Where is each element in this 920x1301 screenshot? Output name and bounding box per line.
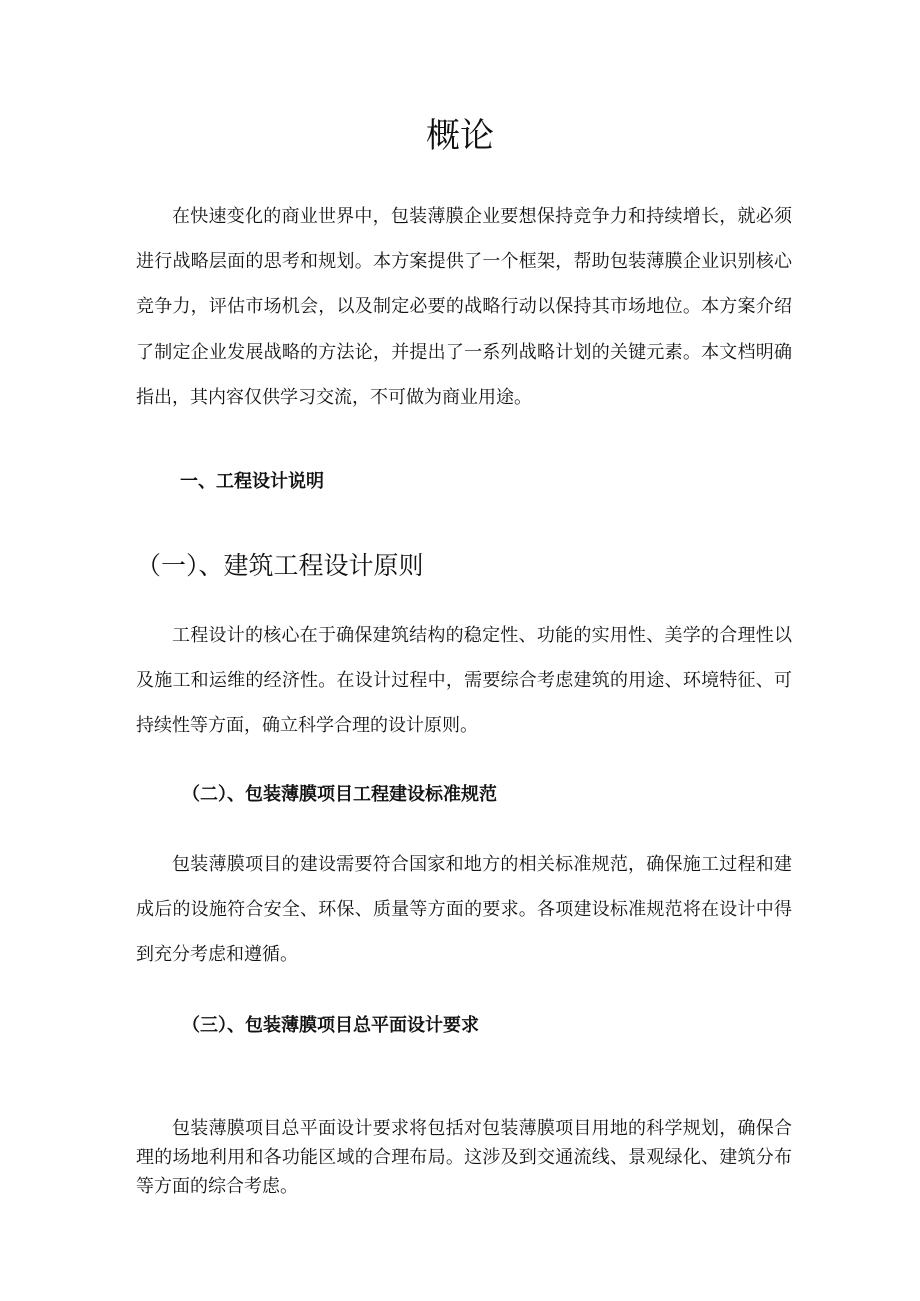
- document-title: 概论: [426, 116, 494, 156]
- subsection-heading-2: （二）、包装薄膜项目工程建设标准规范: [182, 784, 497, 805]
- subsection-heading-3: （三）、包装薄膜项目总平面设计要求: [182, 1015, 479, 1036]
- subsection-heading-1: （一）、建筑工程设计原则: [136, 551, 424, 580]
- subsection-body-3: 包装薄膜项目总平面设计要求将包括对包装薄膜项目用地的科学规划，确保合理的场地利用和各功能区域的合理布局。这涉及到交通流线、景观绿化、建筑分布等方面的综合考虑。: [136, 1118, 792, 1197]
- subsection-body-2: 包装薄膜项目的建设需要符合国家和地方的相关标准规范，确保施工过程和建成后的设施符合安全、环保、质量等方面的要求。各项建设标准规范将在设计中得到充分考虑和遵循。: [136, 854, 792, 966]
- section-heading: 一、工程设计说明: [180, 471, 324, 492]
- subsection-body-1: 工程设计的核心在于确保建筑结构的稳定性、功能的实用性、美学的合理性以及施工和运维的经济性。在设计过程中，需要综合考虑建筑的用途、环境特征、可持续性等方面，确立科学合理的设计原则。: [136, 625, 792, 737]
- intro-paragraph: 在快速变化的商业世界中，包装薄膜企业要想保持竞争力和持续增长，就必须进行战略层面的思考和规划。本方案提供了一个框架，帮助包装薄膜企业识别核心竞争力，评估市场机会，以及制定必要的战略行动以保持其市场地位。本方案介绍了制定企业发展战略的方法论，并提出了一系列战略计划的关键元素。本文档明确指出，其内容仅供学习交流，不可做为商业用途。: [136, 206, 792, 408]
